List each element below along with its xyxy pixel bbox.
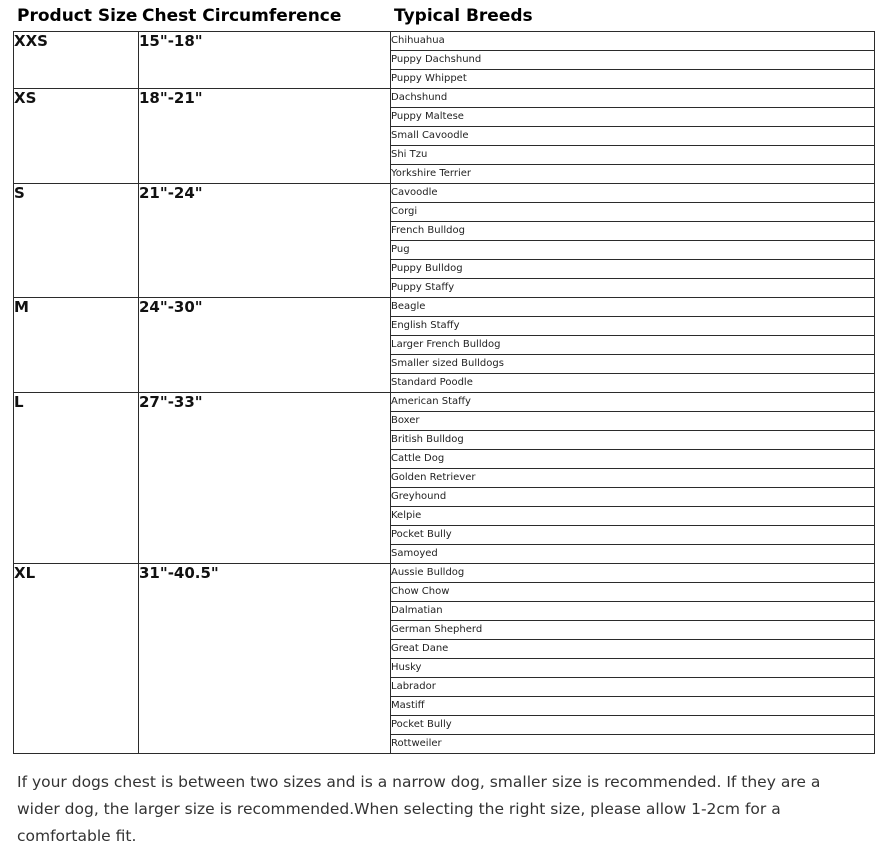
table-row	[14, 393, 875, 412]
breed-cell: Puppy Whippet	[391, 70, 875, 89]
breed-cell: Smaller sized Bulldogs	[391, 355, 875, 374]
chest-circumference-cell: 15"-18"	[139, 32, 391, 89]
breed-cell: Yorkshire Terrier	[391, 165, 875, 184]
breed-cell: Puppy Maltese	[391, 108, 875, 127]
breed-cell: Samoyed	[391, 545, 875, 564]
breed-cell: Small Cavoodle	[391, 127, 875, 146]
table-row	[14, 564, 875, 583]
product-size-cell: XL	[14, 564, 139, 754]
header-typical-breeds: Typical Breeds	[394, 6, 533, 26]
breed-cell: French Bulldog	[391, 222, 875, 241]
breed-cell: Husky	[391, 659, 875, 678]
table-row	[14, 184, 875, 203]
breed-cell: Boxer	[391, 412, 875, 431]
breed-cell: English Staffy	[391, 317, 875, 336]
breed-cell: Dachshund	[391, 89, 875, 108]
breed-cell: Beagle	[391, 298, 875, 317]
breed-cell: Puppy Staffy	[391, 279, 875, 298]
breed-cell: Standard Poodle	[391, 374, 875, 393]
breed-cell: British Bulldog	[391, 431, 875, 450]
breed-cell: Great Dane	[391, 640, 875, 659]
breed-cell: German Shepherd	[391, 621, 875, 640]
size-chart-body	[14, 32, 875, 754]
chest-circumference-cell: 27"-33"	[139, 393, 391, 564]
breed-cell: Corgi	[391, 203, 875, 222]
breed-cell: Puppy Bulldog	[391, 260, 875, 279]
breed-cell: Puppy Dachshund	[391, 51, 875, 70]
breed-cell: Golden Retriever	[391, 469, 875, 488]
breed-cell: Shi Tzu	[391, 146, 875, 165]
breed-cell: Mastiff	[391, 697, 875, 716]
breed-cell: Aussie Bulldog	[391, 564, 875, 583]
breed-cell: Cattle Dog	[391, 450, 875, 469]
breed-cell: Labrador	[391, 678, 875, 697]
chest-circumference-cell: 21"-24"	[139, 184, 391, 298]
table-row	[14, 89, 875, 108]
table-header	[0, 6, 893, 30]
breed-cell: Chihuahua	[391, 32, 875, 51]
table-row	[14, 298, 875, 317]
size-chart-table	[13, 31, 875, 754]
header-product-size: Product Size	[17, 6, 138, 26]
breed-cell: Pug	[391, 241, 875, 260]
product-size-cell: M	[14, 298, 139, 393]
table-row	[14, 32, 875, 51]
breed-cell: Larger French Bulldog	[391, 336, 875, 355]
product-size-cell: L	[14, 393, 139, 564]
breed-cell: Greyhound	[391, 488, 875, 507]
chest-circumference-cell: 31"-40.5"	[139, 564, 391, 754]
breed-cell: American Staffy	[391, 393, 875, 412]
breed-cell: Rottweiler	[391, 735, 875, 754]
breed-cell: Dalmatian	[391, 602, 875, 621]
sizing-note: If your dogs chest is between two sizes and is a narrow dog, smaller size is recommended. If they are a wider dog, the larger size is recommended.When selecting the right size, please allow 1-2cm for a comfortable fit.	[17, 772, 821, 845]
chest-circumference-cell: 18"-21"	[139, 89, 391, 184]
breed-cell: Kelpie	[391, 507, 875, 526]
product-size-cell: XS	[14, 89, 139, 184]
header-chest-circumference: Chest Circumference	[142, 6, 342, 26]
breed-cell: Pocket Bully	[391, 526, 875, 545]
product-size-cell: XXS	[14, 32, 139, 89]
chest-circumference-cell: 24"-30"	[139, 298, 391, 393]
product-size-cell: S	[14, 184, 139, 298]
breed-cell: Chow Chow	[391, 583, 875, 602]
breed-cell: Cavoodle	[391, 184, 875, 203]
breed-cell: Pocket Bully	[391, 716, 875, 735]
